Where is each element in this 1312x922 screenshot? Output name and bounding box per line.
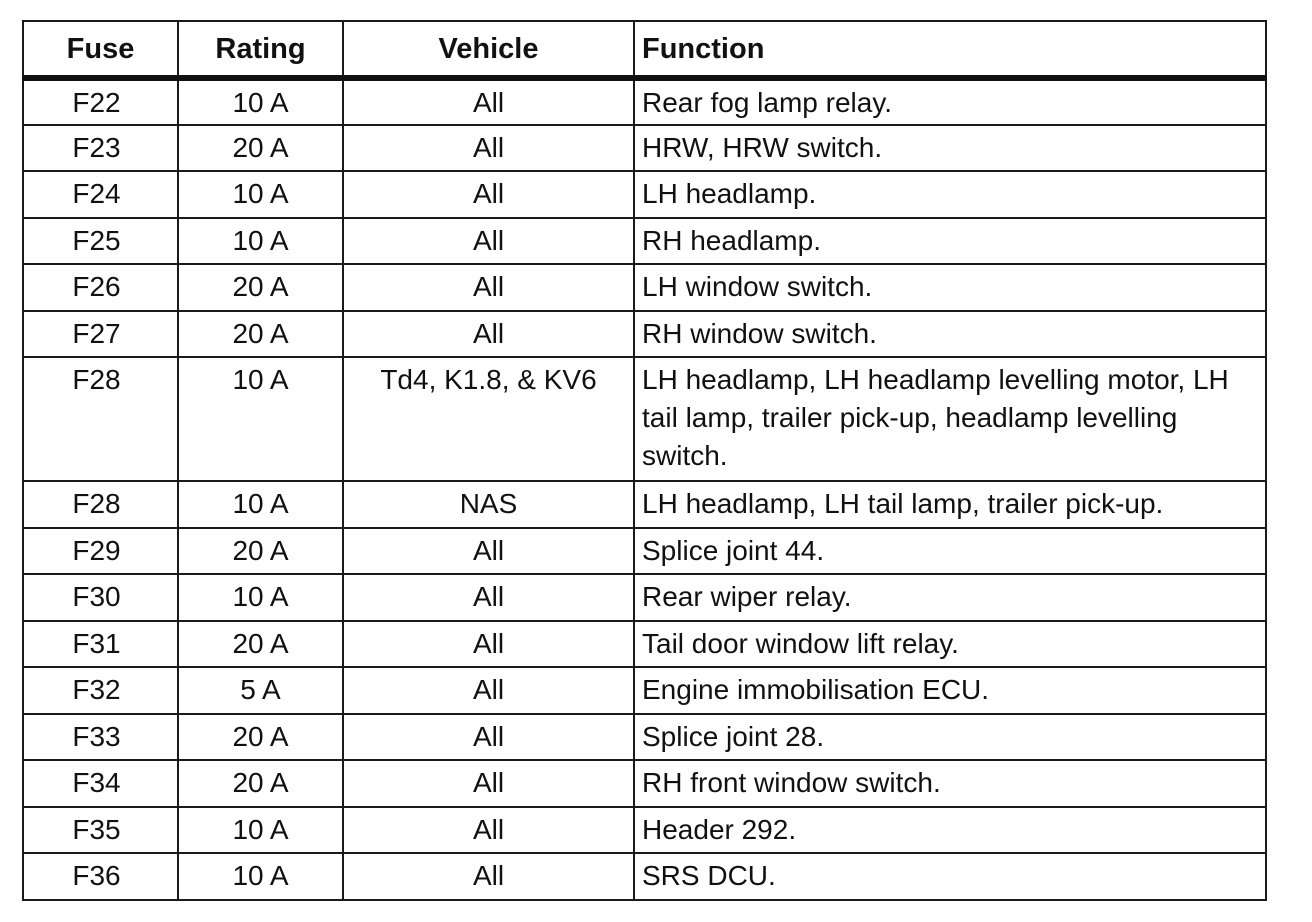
table-row [23,714,1266,761]
header-function: Function [634,21,1266,78]
table-row [23,481,1266,528]
table-row [23,574,1266,621]
cell-fuse: F26 [23,264,178,311]
cell-rating: 10 A [178,853,343,900]
cell-fuse: F22 [23,78,178,125]
cell-rating: 5 A [178,667,343,714]
cell-function: HRW, HRW switch. [634,125,1266,172]
cell-rating: 10 A [178,574,343,621]
cell-rating: 10 A [178,171,343,218]
header-fuse: Fuse [23,21,178,78]
cell-function: Splice joint 44. [634,528,1266,575]
cell-function: Engine immobilisation ECU. [634,667,1266,714]
cell-rating: 10 A [178,218,343,265]
cell-rating: 20 A [178,264,343,311]
cell-function: Rear fog lamp relay. [634,78,1266,125]
cell-rating: 10 A [178,78,343,125]
cell-rating: 20 A [178,125,343,172]
cell-function: Tail door window lift relay. [634,621,1266,668]
cell-vehicle: All [343,714,634,761]
cell-function: RH front window switch. [634,760,1266,807]
cell-vehicle: All [343,621,634,668]
cell-function: Splice joint 28. [634,714,1266,761]
cell-function: Header 292. [634,807,1266,854]
table-row [23,621,1266,668]
cell-vehicle: All [343,171,634,218]
table-row [23,311,1266,358]
table-row [23,853,1266,900]
cell-fuse: F31 [23,621,178,668]
cell-vehicle: All [343,667,634,714]
cell-vehicle: All [343,311,634,358]
cell-function: Rear wiper relay. [634,574,1266,621]
table-row [23,125,1266,172]
cell-vehicle: NAS [343,481,634,528]
cell-rating: 10 A [178,357,343,481]
cell-fuse: F28 [23,481,178,528]
cell-rating: 10 A [178,807,343,854]
header-rating: Rating [178,21,343,78]
cell-vehicle: All [343,125,634,172]
cell-rating: 20 A [178,528,343,575]
table-row [23,218,1266,265]
cell-fuse: F34 [23,760,178,807]
cell-vehicle: All [343,574,634,621]
cell-rating: 10 A [178,481,343,528]
cell-vehicle: All [343,528,634,575]
cell-function: RH window switch. [634,311,1266,358]
cell-vehicle: All [343,78,634,125]
header-row [23,21,1266,78]
cell-fuse: F32 [23,667,178,714]
cell-function: LH window switch. [634,264,1266,311]
table-row [23,760,1266,807]
fuse-table [22,20,1267,901]
cell-function: RH headlamp. [634,218,1266,265]
table-row [23,171,1266,218]
cell-fuse: F36 [23,853,178,900]
cell-vehicle: All [343,760,634,807]
cell-fuse: F33 [23,714,178,761]
cell-fuse: F29 [23,528,178,575]
cell-vehicle: All [343,807,634,854]
cell-rating: 20 A [178,311,343,358]
cell-fuse: F28 [23,357,178,481]
cell-fuse: F23 [23,125,178,172]
cell-fuse: F27 [23,311,178,358]
cell-fuse: F35 [23,807,178,854]
table-row [23,264,1266,311]
table-row [23,357,1266,481]
cell-function: LH headlamp, LH tail lamp, trailer pick-up. [634,481,1266,528]
table-row [23,78,1266,125]
cell-rating: 20 A [178,714,343,761]
table-row [23,807,1266,854]
cell-vehicle: All [343,853,634,900]
cell-vehicle: All [343,264,634,311]
cell-fuse: F24 [23,171,178,218]
table-row [23,667,1266,714]
cell-function: LH headlamp, LH headlamp levelling motor, LH tail lamp, trailer pick-up, headlamp levelling switch. [634,357,1266,481]
table-row [23,528,1266,575]
cell-fuse: F25 [23,218,178,265]
cell-vehicle: All [343,218,634,265]
cell-rating: 20 A [178,621,343,668]
cell-function: LH headlamp. [634,171,1266,218]
cell-function: SRS DCU. [634,853,1266,900]
cell-vehicle: Td4, K1.8, & KV6 [343,357,634,481]
cell-rating: 20 A [178,760,343,807]
cell-fuse: F30 [23,574,178,621]
header-vehicle: Vehicle [343,21,634,78]
